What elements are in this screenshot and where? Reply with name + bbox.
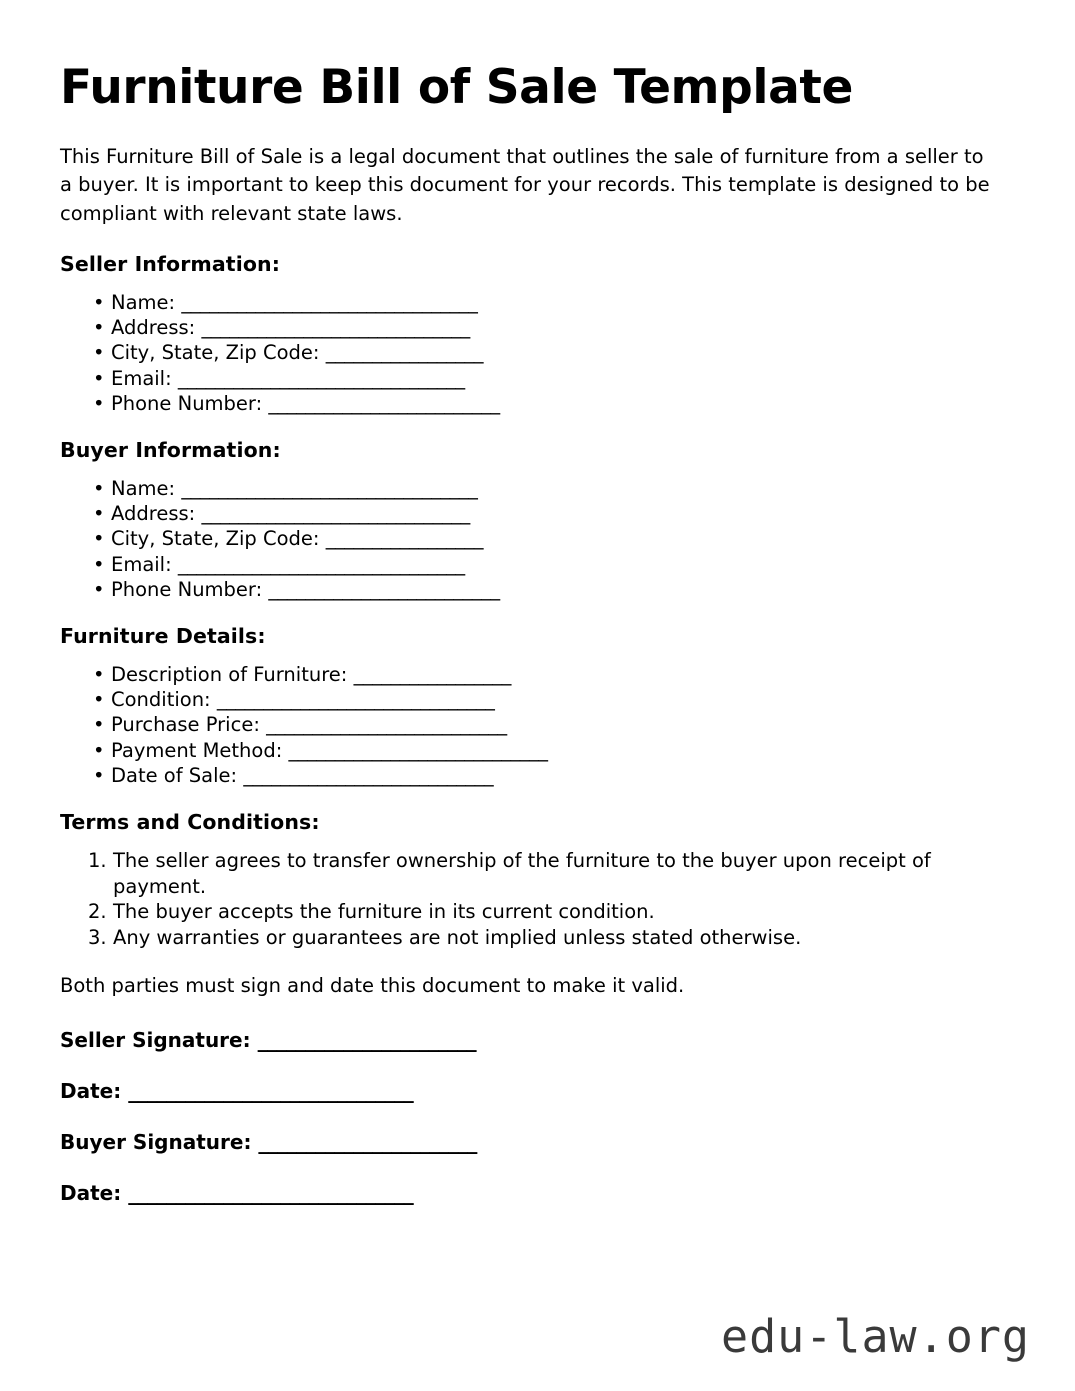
field-label: Email: [111,366,172,390]
field-blank[interactable]: ___________________________ [243,763,494,787]
field-label: Address: [111,502,196,526]
field-blank[interactable]: _________________ [353,663,511,687]
list-item [60,687,1000,712]
field-blank[interactable]: _________________________ [268,577,500,601]
field-label: Date of Sale: [111,763,238,787]
field-blank[interactable]: _______________________________ [177,552,465,576]
buyer-signature-blank[interactable]: _______________________ [258,1129,477,1154]
list-item [60,315,1000,340]
buyer-signature-label: Buyer Signature: [60,1129,252,1154]
field-label: Address: [111,316,196,340]
seller-date-label: Date: [60,1078,122,1103]
list-item [60,366,1000,391]
field-label: City, State, Zip Code: [111,341,320,365]
field-blank[interactable]: _____________________________ [201,502,470,526]
list-item [60,290,1000,315]
seller-information-heading: Seller Information: [60,252,281,277]
list-item [60,577,1000,602]
field-blank[interactable]: _________________ [325,527,483,551]
field-blank[interactable]: ____________________________ [288,738,548,762]
furniture-details-heading: Furniture Details: [60,624,266,649]
field-label: Name: [111,291,176,315]
field-label: Phone Number: [111,391,263,415]
site-watermark: edu-law.org [720,1310,1030,1363]
field-label: Name: [111,477,176,501]
field-label: Payment Method: [111,738,283,762]
list-item [60,552,1000,577]
buyer-information-heading: Buyer Information: [60,438,281,463]
field-blank[interactable]: ________________________________ [181,477,478,501]
page-title: Furniture Bill of Sale Template [60,60,853,115]
seller-information-field-list [60,290,1000,416]
field-blank[interactable]: _____________________________ [201,316,470,340]
field-blank[interactable]: _________________________ [268,391,500,415]
list-item [60,738,1000,763]
list-item: The seller agrees to transfer ownership of the furniture to the buyer upon receipt of payment. [113,849,931,898]
field-label: Email: [111,552,172,576]
seller-date-blank[interactable]: ______________________________ [128,1078,414,1103]
list-item [60,340,1000,365]
list-item [60,476,1000,501]
field-label: Condition: [111,688,211,712]
field-blank[interactable]: ________________________________ [181,291,478,315]
list-item [60,526,1000,551]
list-item [60,501,1000,526]
field-label: Purchase Price: [111,713,260,737]
field-label: City, State, Zip Code: [111,527,320,551]
seller-signature-line [60,1027,1000,1053]
field-label: Description of Furniture: [111,663,348,687]
intro-paragraph: This Furniture Bill of Sale is a legal document that outlines the sale of furniture from a seller to a buyer. It is important to keep this document for your records. This template is designed to be compliant with relevant state laws. [60,144,990,225]
field-blank[interactable]: _________________ [325,341,483,365]
list-item [60,712,1000,737]
seller-signature-blank[interactable]: _______________________ [257,1027,477,1052]
buyer-date-blank[interactable]: ______________________________ [128,1180,414,1205]
seller-date-line [60,1078,1000,1104]
seller-signature-label: Seller Signature: [60,1027,251,1052]
list-item [60,662,1000,687]
buyer-information-field-list [60,476,1000,602]
buyer-signature-line [60,1129,1000,1155]
furniture-details-field-list [60,662,1000,788]
field-blank[interactable]: ______________________________ [216,688,495,712]
terms-and-conditions-heading: Terms and Conditions: [60,810,320,835]
list-item [60,763,1000,788]
terms-and-conditions-list [60,848,1000,950]
field-blank[interactable]: __________________________ [266,713,507,737]
buyer-date-label: Date: [60,1180,122,1205]
list-item: The buyer accepts the furniture in its current condition. [113,900,655,924]
buyer-date-line [60,1180,1000,1206]
field-label: Phone Number: [111,577,263,601]
field-blank[interactable]: _______________________________ [177,366,465,390]
list-item [60,391,1000,416]
list-item: Any warranties or guarantees are not implied unless stated otherwise. [113,925,802,949]
closing-note: Both parties must sign and date this document to make it valid. [60,974,685,998]
